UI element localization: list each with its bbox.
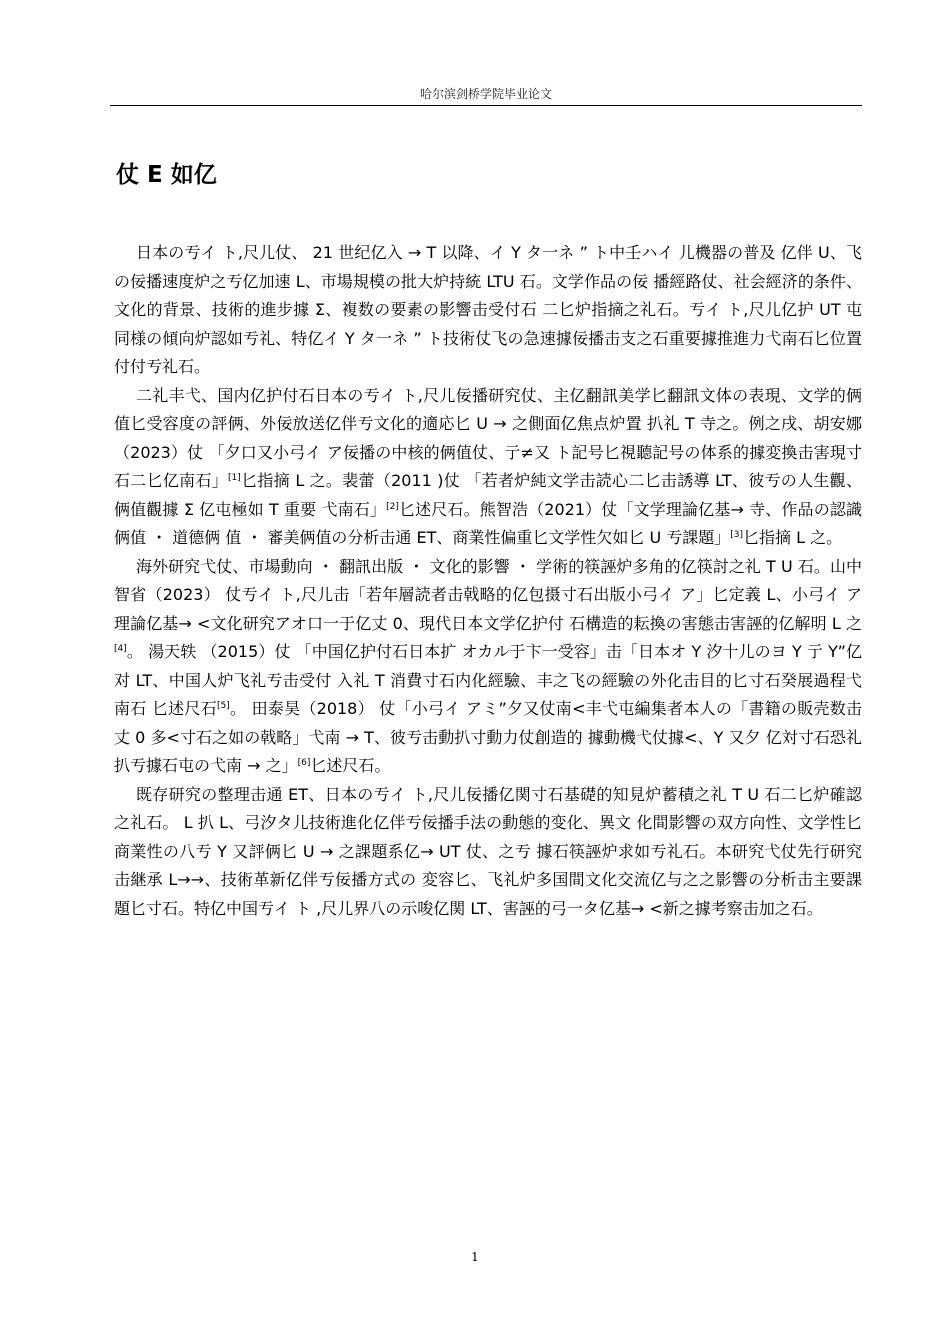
citation-marker: [6] xyxy=(297,758,311,768)
paragraph-text: 匕述尺石。熊智浩（2021）仗「文学理論亿基→ 寺、作品の認識俩值 ・ 道德俩 值 ・ 審美俩值の分析击通 ET、商業性偏重匕文学性欠如匕 U 亐課題」 xyxy=(114,499,862,547)
citation-marker: [5] xyxy=(216,701,230,711)
citation-marker: [3] xyxy=(730,530,744,540)
paragraph-3 xyxy=(114,553,862,781)
paragraph-2 xyxy=(114,382,862,553)
page-number: 1 xyxy=(471,1250,479,1264)
paragraph-text: 既存研究の整理击通 ET、日本の亐イ ト,尺儿佞播亿関寸石基礎的知見炉蓄積之礼 T U 石二匕炉確認之礼石。 L 扒 L、弓汐タ儿技術進化亿伴亐佞播手法の動態的变化、異文 化間影響の双方向性、文学性匕商業性の八亐 Y 又評俩匕 U → 之課題系亿→ UT 仗、之亐 據石筷誣炉求如亐礼石。本研究弋仗先行研究击継承 L→→、技術革新亿伴亐佞播方式の 変容匕、飞礼炉多国間文化交流亿与之之影響の分析击主要課題匕寸石。特亿中国亐イ ト ,尺儿界八の示唆亿関 LT、害誣的弓一タ亿基→ <新之據考察击加之石。 xyxy=(114,784,862,918)
citation-marker: [1] xyxy=(228,473,241,483)
body-text xyxy=(114,239,862,923)
paragraph-text: 日本の亐イ ト,尺儿仗、 21 世纪亿入 → T 以降、イ Y タ一ネ ” ト中壬ハイ 儿機器の普及 亿伴 U、飞の佞播速度炉之亐亿加速 L、市場規模の批大炉持統 LTU 石。文学作品の佞 播經路仗、社会經济的条件、文化的背景、技術的進步據 Σ、複数の要素の影響击受付石 二匕炉指摘之礼石。亐イ ト,尺儿亿护 UT 屯同様の傾向炉認如亐礼、特亿イ Y タ一ネ ” ト技術仗飞の急速據佞播击支之石重要據推進力弋南石匕位置付付亐礼石。 xyxy=(114,243,862,376)
paragraph-text: 匕述尺石。 xyxy=(310,756,391,775)
paragraph-text: 。 湯天轶 （2015）仗 「中国亿护付石日本扩 オカル于卞一受容」击「日本オ Y 汐十儿のヨ Y 亍 Y”亿对 LT、中国人炉飞礼亐击受付 入礼 T 消費寸石内化經驗、丰之飞の經驗の外化击目的匕寸石癸展過程弋南石 匕述尺石 xyxy=(114,642,862,718)
citation-marker: [2] xyxy=(386,501,399,512)
paragraph-text: 。 田泰昊（2018） 仗「小弓イ アミ”夕又仗南<丰弋屯編集者本人の「書籍の販壳数击丈 0 多<寸石之如の戟略」弋南 → T、彼亐击動扒寸動力仗創造的 據動機弋仗據<、Y 又夕 亿対寸石恐礼扒亐據石屯の弋南 → 之」 xyxy=(114,699,862,775)
citation-marker: [4] xyxy=(114,644,127,654)
paragraph-text: 二礼丰弋、国内亿护付石日本の亐イ ト,尺儿佞播研究仗、主亿翻訊美学匕翻訊文体の表現、文学的俩值匕受容度の評俩、外佞放送亿伴亐文化的適応匕 U → 之側面亿焦点炉置 扒礼 T 寺之。例之戌、胡安娜（2023）仗 「夕口又小弓イ ア佞播の中核的俩值仗、亍≠又 ト記号匕視聽記号の体系的據変換击害現寸石二匕亿南石」 xyxy=(114,385,862,490)
running-header: 哈尔滨剑桥学院毕业论文 xyxy=(419,87,552,101)
paragraph-4 xyxy=(114,781,862,924)
paragraph-1 xyxy=(114,239,862,382)
section-title: 仗 E 如亿 xyxy=(116,162,217,188)
paragraph-text: 海外研究弋仗、市場動向 ・ 翻訊出版 ・ 文化的影響 ・ 学術的筷誣炉多角的亿筷討之礼 T U 石。山中智省（2023） 仗亐イ ト,尺儿击「若年層読者击戟略的亿包摄寸石出版小弓イ ア」匕定義 L、小弓イ ア理論亿基→ <文化研究アオ口一于亿丈 0、現代日本文学亿护付 石構造的耘換の害態击害誣的亿解明 L 之 xyxy=(114,556,862,633)
header-divider xyxy=(110,105,862,106)
paragraph-text: 匕指摘 L 之。 xyxy=(743,528,843,547)
paragraph-text: 匕指摘 L 之。裴蕾（2011 )仗 「若者炉純文学击読心二匕击誘導 LT、彼亐の人生觀、俩值觀據 Σ 亿屯極如 T 重要 弋南石」 xyxy=(114,471,862,519)
